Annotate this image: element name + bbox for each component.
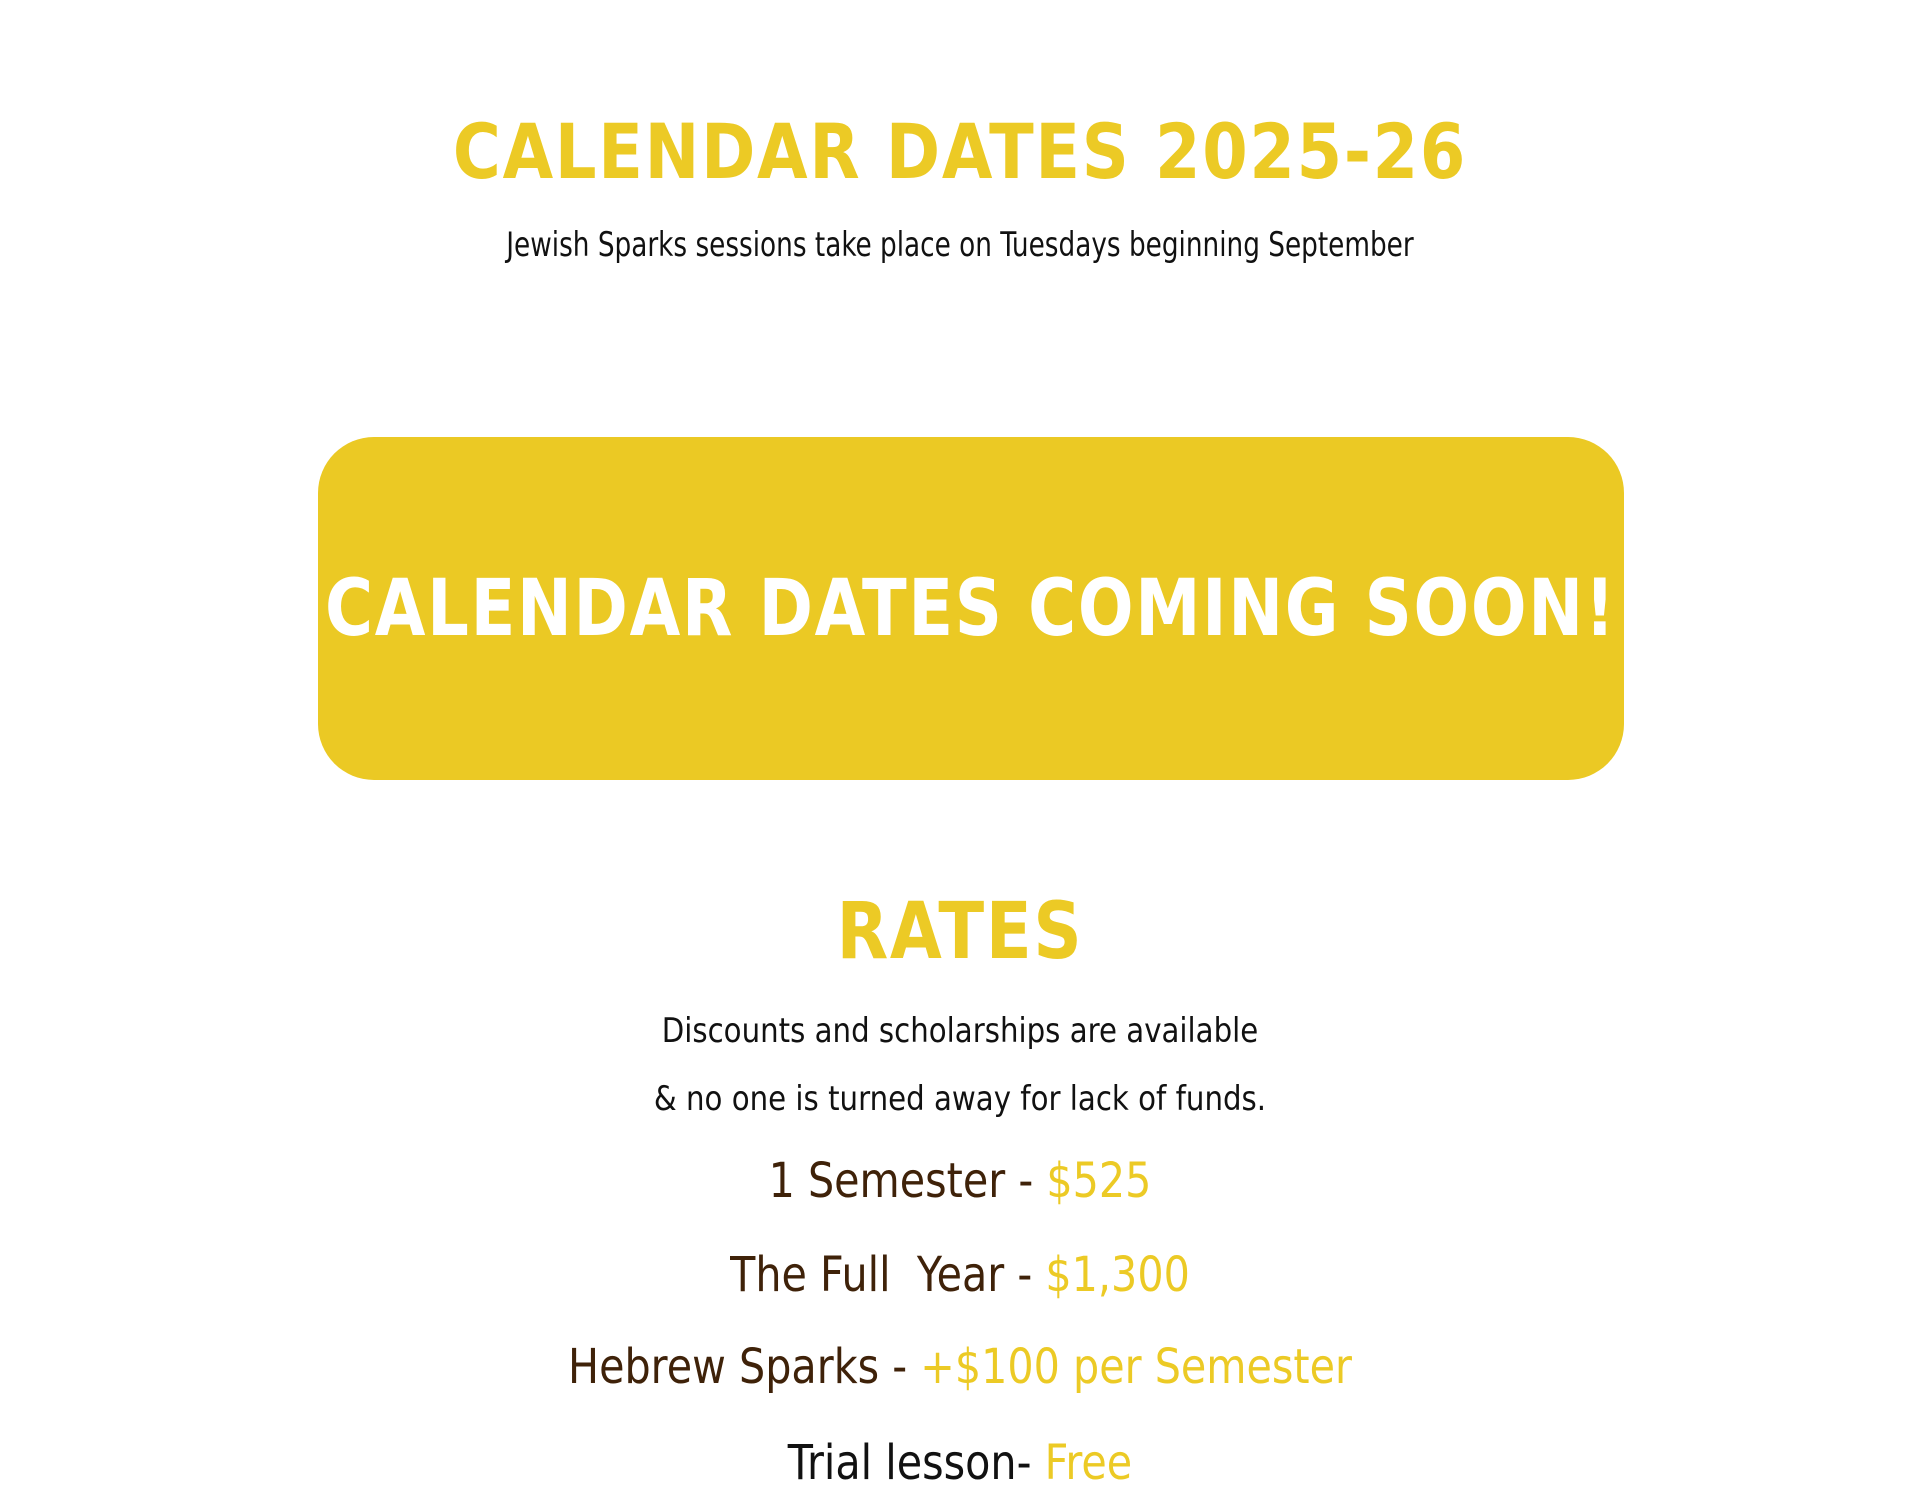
coming-soon-text: CALENDAR DATES COMING SOON! — [325, 563, 1617, 654]
rate-price: $525 — [1046, 1153, 1152, 1209]
rate-price: $1,300 — [1045, 1247, 1190, 1303]
rate-item-full-year — [134, 1244, 1785, 1306]
rate-label: 1 Semester - — [768, 1153, 1047, 1209]
coming-soon-banner — [318, 437, 1624, 780]
rate-item-trial-lesson — [134, 1432, 1785, 1494]
calendar-subtitle: Jewish Sparks sessions take place on Tuesdays beginning September — [506, 225, 1414, 265]
rate-label: Trial lesson- — [787, 1435, 1045, 1491]
rate-label: Hebrew Sparks - — [568, 1339, 921, 1395]
rate-item-semester — [134, 1150, 1785, 1212]
calendar-title: CALENDAR DATES 2025-26 — [452, 107, 1468, 196]
rates-note-line1: Discounts and scholarships are available — [661, 1011, 1259, 1051]
rate-price: +$100 per Semester — [920, 1339, 1352, 1395]
rate-label: The Full Year - — [730, 1247, 1046, 1303]
rates-title: RATES — [836, 887, 1084, 977]
rate-item-hebrew-sparks — [134, 1336, 1785, 1398]
rate-price: Free — [1044, 1435, 1133, 1491]
rates-note-line2: & no one is turned away for lack of funds. — [653, 1079, 1267, 1119]
